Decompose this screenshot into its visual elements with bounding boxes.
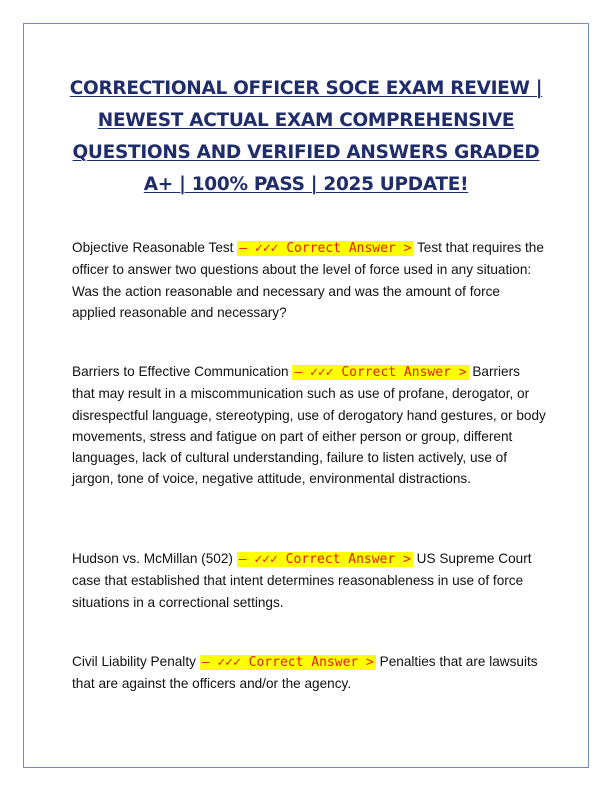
entry-term: Objective Reasonable Test [72, 240, 234, 255]
qa-entry [72, 237, 546, 323]
entry-term: Barriers to Effective Communication [72, 364, 289, 379]
entry-term: Civil Liability Penalty [72, 654, 196, 669]
entry-definition: Penalties that are lawsuits that are against the officers and/or the agency. [72, 654, 538, 692]
correct-answer-marker: – ✓✓✓ Correct Answer > [239, 241, 412, 256]
document-title: CORRECTIONAL OFFICER SOCE EXAM REVIEW | NEWEST ACTUAL EXAM COMPREHENSIVE QUESTIONS AND VERIFIED ANSWERS GRADED A+ | 100% PASS | 2025 UPDATE! [69, 78, 543, 195]
correct-answer-marker: – ✓✓✓ Correct Answer > [238, 552, 411, 567]
entry-definition: Barriers that may result in a miscommunication such as use of profane, derogator, or disrespectful language, stereotyping, use of derogatory hand gestures, or body movements, stress and fatigue on part of either person or group, different languages, lack of cultural understanding, failure to listen actively, use of jargon, tone of voice, negative attitude, environmental distractions. [72, 364, 546, 487]
correct-answer-marker: – ✓✓✓ Correct Answer > [201, 655, 374, 670]
qa-entry [72, 548, 546, 613]
entry-term: Hudson vs. McMillan (502) [72, 551, 233, 566]
entry-definition: Test that requires the officer to answer two questions about the level of force used in any situation: Was the action reasonable and necessary and was the amount of force applied reasonable and necessary? [72, 240, 544, 320]
correct-answer-marker: – ✓✓✓ Correct Answer > [294, 365, 467, 380]
entry-definition: US Supreme Court case that established that intent determines reasonableness in use of force situations in a correctional settings. [72, 551, 532, 610]
qa-entry [72, 361, 546, 490]
qa-entry [72, 651, 546, 695]
